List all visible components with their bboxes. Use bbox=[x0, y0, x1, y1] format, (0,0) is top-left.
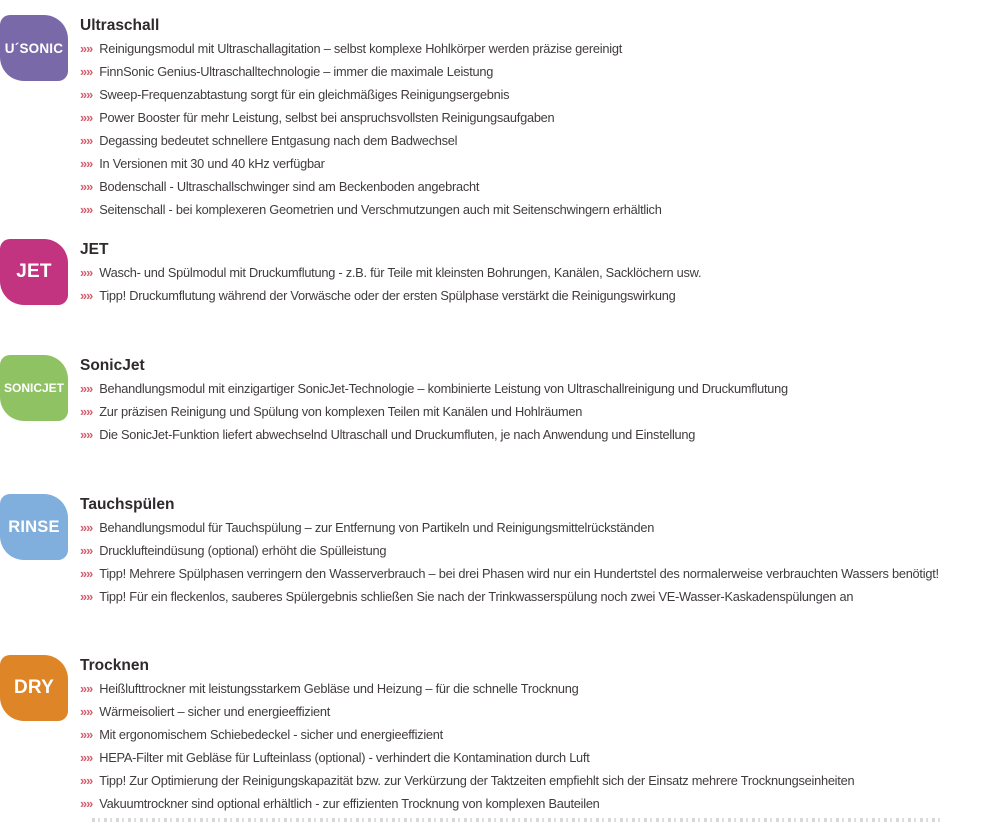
bullet-item bbox=[80, 261, 701, 284]
double-chevron-bullet-icon: »» bbox=[80, 133, 93, 148]
bullet-item bbox=[80, 585, 939, 608]
double-chevron-bullet-icon: »» bbox=[80, 265, 93, 280]
bullet-text: Tipp! Für ein fleckenlos, sauberes Spülergebnis schließen Sie nach der Trinkwasserspülung noch zwei VE-Wasser-Kaskadenspülungen an bbox=[99, 589, 854, 604]
module-section bbox=[0, 238, 701, 307]
bullet-item bbox=[80, 83, 662, 106]
bullet-item bbox=[80, 746, 854, 769]
bullet-item bbox=[80, 723, 854, 746]
double-chevron-bullet-icon: »» bbox=[80, 41, 93, 56]
bullet-item bbox=[80, 562, 939, 585]
bullet-text: Wärmeisoliert – sicher und energieeffizient bbox=[99, 704, 331, 719]
module-badge-label: U´SONIC bbox=[4, 40, 64, 56]
bullet-text: Tipp! Zur Optimierung der Reinigungskapazität bzw. zur Verkürzung der Taktzeiten empfiehlt sich der Einsatz mehrere Trocknungseinheiten bbox=[99, 773, 855, 788]
module-section bbox=[0, 14, 662, 221]
module-badge bbox=[0, 239, 68, 305]
module-section bbox=[0, 354, 788, 446]
module-title: JET bbox=[80, 241, 109, 258]
double-chevron-bullet-icon: »» bbox=[80, 202, 93, 217]
bullet-text: Vakuumtrockner sind optional erhältlich - zur effizienten Trocknung von komplexen Bauteilen bbox=[99, 796, 600, 811]
double-chevron-bullet-icon: »» bbox=[80, 543, 93, 558]
module-content bbox=[80, 654, 854, 815]
bullet-text: FinnSonic Genius-Ultraschalltechnologie – immer die maximale Leistung bbox=[99, 64, 494, 79]
module-content bbox=[80, 493, 939, 608]
bullet-text: Tipp! Druckumflutung während der Vorwäsche oder der ersten Spülphase verstärkt die Reinigungswirkung bbox=[99, 288, 676, 303]
bullet-text: Behandlungsmodul mit einzigartiger SonicJet-Technologie – kombinierte Leistung von Ultraschallreinigung und Druckumflutung bbox=[99, 381, 788, 396]
module-section bbox=[0, 654, 854, 815]
double-chevron-bullet-icon: »» bbox=[80, 404, 93, 419]
double-chevron-bullet-icon: »» bbox=[80, 750, 93, 765]
bullet-text: Bodenschall - Ultraschallschwinger sind am Beckenboden angebracht bbox=[99, 179, 480, 194]
module-section bbox=[0, 493, 939, 608]
double-chevron-bullet-icon: »» bbox=[80, 589, 93, 604]
bullet-text: Die SonicJet-Funktion liefert abwechselnd Ultraschall und Druckumfluten, je nach Anwendung und Einstellung bbox=[99, 427, 696, 442]
bullet-text: Behandlungsmodul für Tauchspülung – zur Entfernung von Partikeln und Reinigungsmittelrückständen bbox=[99, 520, 655, 535]
bullet-text: Drucklufteindüsung (optional) erhöht die Spülleistung bbox=[99, 543, 387, 558]
module-badge bbox=[0, 494, 68, 560]
bullet-text: Degassing bedeutet schnellere Entgasung nach dem Badwechsel bbox=[99, 133, 458, 148]
bullet-item bbox=[80, 539, 939, 562]
module-title: Tauchspülen bbox=[80, 496, 175, 513]
bullet-item bbox=[80, 106, 662, 129]
bullet-item bbox=[80, 792, 854, 815]
bullet-text: Seitenschall - bei komplexeren Geometrien und Verschmutzungen auch mit Seitenschwingern erhältlich bbox=[99, 202, 662, 217]
bullet-item bbox=[80, 769, 854, 792]
module-badge bbox=[0, 355, 68, 421]
double-chevron-bullet-icon: »» bbox=[80, 520, 93, 535]
bullet-text: In Versionen mit 30 und 40 kHz verfügbar bbox=[99, 156, 325, 171]
double-chevron-bullet-icon: »» bbox=[80, 179, 93, 194]
double-chevron-bullet-icon: »» bbox=[80, 681, 93, 696]
double-chevron-bullet-icon: »» bbox=[80, 87, 93, 102]
bullet-text: Reinigungsmodul mit Ultraschallagitation – selbst komplexe Hohlkörper werden präzise gereinigt bbox=[99, 41, 623, 56]
bullet-item bbox=[80, 60, 662, 83]
double-chevron-bullet-icon: »» bbox=[80, 727, 93, 742]
bullet-item bbox=[80, 175, 662, 198]
bullet-item bbox=[80, 700, 854, 723]
module-badge-label: JET bbox=[16, 261, 52, 282]
bullet-text: Mit ergonomischem Schiebedeckel - sicher und energieeffizient bbox=[99, 727, 443, 742]
module-content bbox=[80, 354, 788, 446]
double-chevron-bullet-icon: »» bbox=[80, 796, 93, 811]
bullet-item bbox=[80, 400, 788, 423]
module-badge bbox=[0, 655, 68, 721]
module-badge-label: RINSE bbox=[8, 517, 60, 536]
bullet-item bbox=[80, 284, 701, 307]
double-chevron-bullet-icon: »» bbox=[80, 773, 93, 788]
double-chevron-bullet-icon: »» bbox=[80, 427, 93, 442]
bullet-text: Wasch- und Spülmodul mit Druckumflutung - z.B. für Teile mit kleinsten Bohrungen, Kanälen, Sacklöchern usw. bbox=[99, 265, 702, 280]
bullet-item bbox=[80, 423, 788, 446]
bullet-item bbox=[80, 677, 854, 700]
module-bullet-list bbox=[80, 37, 662, 221]
module-badge bbox=[0, 15, 68, 81]
double-chevron-bullet-icon: »» bbox=[80, 110, 93, 125]
module-bullet-list bbox=[80, 377, 788, 446]
module-badge-label: DRY bbox=[13, 677, 54, 698]
double-chevron-bullet-icon: »» bbox=[80, 566, 93, 581]
module-badge-label: SONICJET bbox=[3, 381, 64, 395]
double-chevron-bullet-icon: »» bbox=[80, 64, 93, 79]
bullet-text: Sweep-Frequenzabtastung sorgt für ein gleichmäßiges Reinigungsergebnis bbox=[99, 87, 510, 102]
double-chevron-bullet-icon: »» bbox=[80, 704, 93, 719]
module-content bbox=[80, 14, 662, 221]
bullet-text: Power Booster für mehr Leistung, selbst bei anspruchsvollsten Reinigungsaufgaben bbox=[99, 110, 555, 125]
bullet-item bbox=[80, 152, 662, 175]
bullet-item bbox=[80, 198, 662, 221]
bullet-item bbox=[80, 516, 939, 539]
bullet-item bbox=[80, 129, 662, 152]
module-title: Trocknen bbox=[80, 657, 149, 674]
cropped-text-fragment bbox=[92, 818, 940, 822]
module-content bbox=[80, 238, 701, 307]
bullet-item bbox=[80, 37, 662, 60]
double-chevron-bullet-icon: »» bbox=[80, 156, 93, 171]
bullet-text: HEPA-Filter mit Gebläse für Lufteinlass (optional) - verhindert die Kontamination durch Luft bbox=[99, 750, 590, 765]
module-bullet-list bbox=[80, 261, 701, 307]
module-title: SonicJet bbox=[80, 357, 145, 374]
module-title: Ultraschall bbox=[80, 17, 160, 34]
module-bullet-list bbox=[80, 677, 854, 815]
bullet-text: Heißlufttrockner mit leistungsstarkem Gebläse und Heizung – für die schnelle Trocknung bbox=[99, 681, 579, 696]
bullet-item bbox=[80, 377, 788, 400]
double-chevron-bullet-icon: »» bbox=[80, 288, 93, 303]
bullet-text: Tipp! Mehrere Spülphasen verringern den Wasserverbrauch – bei drei Phasen wird nur ein Hundertstel des normalerweise verbrauchten Wassers benötigt! bbox=[99, 566, 939, 581]
double-chevron-bullet-icon: »» bbox=[80, 381, 93, 396]
bullet-text: Zur präzisen Reinigung und Spülung von komplexen Teilen mit Kanälen und Hohlräumen bbox=[99, 404, 583, 419]
module-bullet-list bbox=[80, 516, 939, 608]
